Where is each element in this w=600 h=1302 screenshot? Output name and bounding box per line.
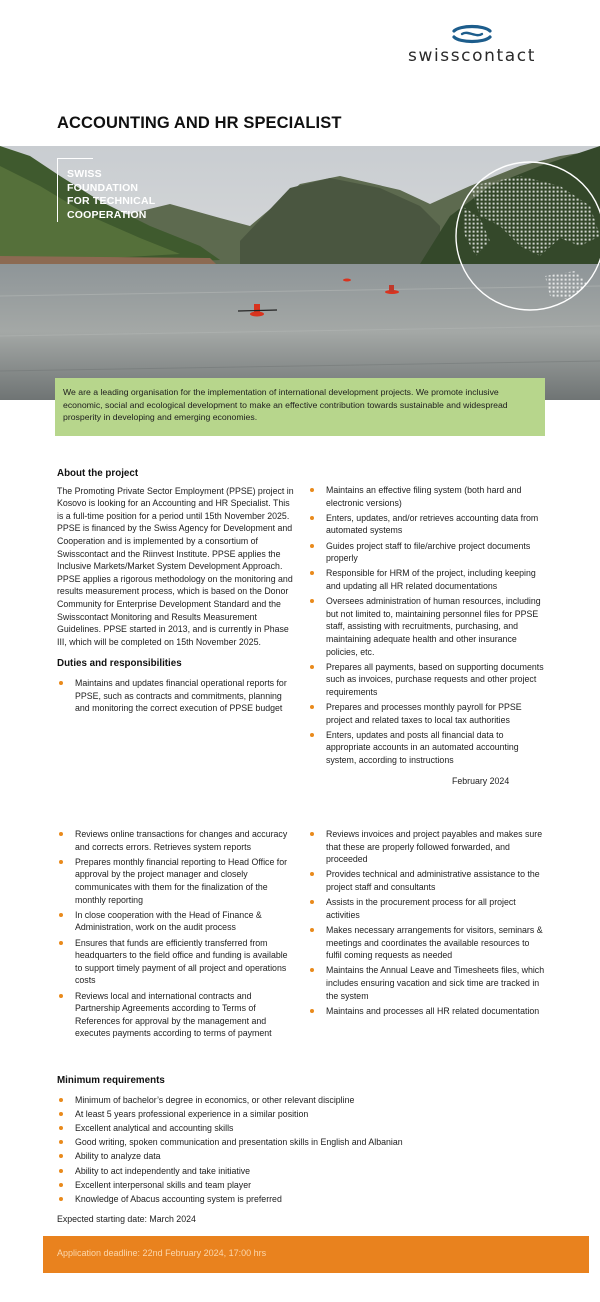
bullet-icon [59, 1126, 63, 1130]
requirements-list [57, 1094, 557, 1206]
bullet-icon [59, 1169, 63, 1173]
list-item: Ability to act independently and take initiative [57, 1165, 557, 1178]
list-item: Minimum of bachelor’s degree in economics, or other relevant discipline [57, 1094, 557, 1107]
bullet-icon [310, 733, 314, 737]
list-item: Reviews online transactions for changes and accuracy and corrects errors. Retrieves system reports [57, 828, 295, 853]
bullet-icon [310, 900, 314, 904]
bullet-icon [310, 488, 314, 492]
requirements-section [57, 1075, 557, 1207]
list-item: Responsible for HRM of the project, including keeping and updating all HR related documentations [308, 567, 546, 592]
about-heading: About the project [57, 468, 139, 479]
list-item: Ability to analyze data [57, 1150, 557, 1163]
requirements-heading: Minimum requirements [57, 1075, 165, 1086]
bullet-icon [59, 1112, 63, 1116]
logo-wordmark: swisscontact [407, 46, 536, 66]
list-item: Provides technical and administrative assistance to the project staff and consultants [308, 868, 546, 893]
bullet-icon [59, 1140, 63, 1144]
bullet-icon [310, 516, 314, 520]
list-item: Assists in the procurement process for all project activities [308, 896, 546, 921]
list-item: Ensures that funds are efficiently transferred from headquarters to the field office and funding is available to support timely payment of all project and operations costs [57, 937, 295, 987]
bullet-icon [59, 832, 63, 836]
application-deadline-banner: Application deadline: 22nd February 2024, 17:00 hrs [43, 1236, 589, 1273]
bullet-icon [310, 832, 314, 836]
document-date: February 2024 [452, 776, 510, 786]
bullet-icon [310, 1009, 314, 1013]
intro-box: We are a leading organisation for the implementation of international development projects. We promote inclusive economic, social and ecological development to make an effective contribution towards sustainable and widespread prosperity in developing and emerging economies. [55, 378, 545, 436]
list-item: Enters, updates and posts all financial data to appropriate accounts in an automated accounting system, according to instructions [308, 729, 546, 767]
list-item: Maintains and updates financial operational reports for PPSE, such as contracts and commitments, planning and monitoring the correct execution of PPSE budget [57, 677, 295, 715]
list-item: Prepares all payments, based on supporting documents such as invoices, purchase requests and other project requirements [308, 661, 546, 699]
list-item: Excellent interpersonal skills and team player [57, 1179, 557, 1192]
bullet-icon [310, 872, 314, 876]
list-item: Guides project staff to file/archive project documents properly [308, 540, 546, 565]
bullet-icon [59, 1098, 63, 1102]
bullet-icon [310, 705, 314, 709]
list-item: Maintains the Annual Leave and Timesheets files, which includes ensuring vacation and sick time are tracked in the system [308, 964, 546, 1002]
list-item: Reviews invoices and project payables and makes sure that these are properly followed forwarded, and proceeded [308, 828, 546, 866]
list-item: Oversees administration of human resources, including but not limited to, maintaining personnel files for PPSE staff, assisting with recruitments, purchasing, and maintaining adequate health and other insurance policies, etc. [308, 595, 546, 658]
list-item: Enters, updates, and/or retrieves accounting data from automated systems [308, 512, 546, 537]
bullet-icon [310, 544, 314, 548]
list-item: At least 5 years professional experience in a similar position [57, 1108, 557, 1121]
bullet-icon [310, 968, 314, 972]
page-title: ACCOUNTING AND HR SPECIALIST [57, 114, 342, 132]
list-item: In close cooperation with the Head of Finance & Administration, work on the audit process [57, 909, 295, 934]
bullet-icon [59, 994, 63, 998]
bullet-icon [59, 1197, 63, 1201]
swisscontact-mark-icon [450, 24, 494, 44]
bullet-icon [59, 860, 63, 864]
list-item: Maintains an effective filing system (both hard and electronic versions) [308, 484, 546, 509]
duties-column-right-1 [308, 484, 546, 769]
foundation-label: SWISS FOUNDATION FOR TECHNICAL COOPERATION [57, 158, 93, 222]
list-item: Reviews local and international contracts and Partnership Agreements according to Terms of References for approval by the management and executes payments according to terms of payment [57, 990, 295, 1040]
bullet-icon [59, 913, 63, 917]
duties-list-left-1 [57, 677, 295, 715]
list-item: Knowledge of Abacus accounting system is preferred [57, 1193, 557, 1206]
bullet-icon [59, 681, 63, 685]
about-column [57, 468, 295, 717]
list-item: Makes necessary arrangements for visitors, seminars & meetings and coordinates the available resources to fulfil coming requests as needed [308, 924, 546, 962]
duties-column-left-2 [57, 828, 295, 1042]
bullet-icon [310, 665, 314, 669]
swisscontact-logo [406, 24, 538, 66]
duties-column-right-2 [308, 828, 546, 1020]
duties-heading: Duties and responsibilities [57, 658, 182, 670]
list-item: Good writing, spoken communication and presentation skills in English and Albanian [57, 1136, 557, 1149]
about-text: The Promoting Private Sector Employment (PPSE) project in Kosovo is looking for an Accounting and HR Specialist. This is a full-time position for a period until 15th November 2025. PPSE is financed by the Swiss Agency for Development and Cooperation and is implemented by a consortium of Swisscontact and the Riinvest Institute. PPSE applies the Inclusive Markets/Market System Development Approach. PPSE applies a rigorous methodology on the monitoring and results measurement process, which is based on the Donor Community for Enterprise Development Standard and the Swisscontact Monitoring and Results Measurement Guidelines. PPSE started in 2013, and is currently in Phase III, which will be completed on 15th November 2025. [57, 485, 294, 647]
list-item: Maintains and processes all HR related documentation [308, 1005, 546, 1018]
expected-start-date: Expected starting date: March 2024 [57, 1214, 196, 1224]
bullet-icon [59, 1183, 63, 1187]
bullet-icon [59, 1154, 63, 1158]
bullet-icon [310, 571, 314, 575]
bullet-icon [59, 941, 63, 945]
bullet-icon [310, 928, 314, 932]
bullet-icon [310, 599, 314, 603]
list-item: Prepares and processes monthly payroll for PPSE project and related taxes to local tax authorities [308, 701, 546, 726]
list-item: Prepares monthly financial reporting to Head Office for approval by the project manager and closely communicates with them for the finalization of the monthly reporting [57, 856, 295, 906]
list-item: Excellent analytical and accounting skills [57, 1122, 557, 1135]
